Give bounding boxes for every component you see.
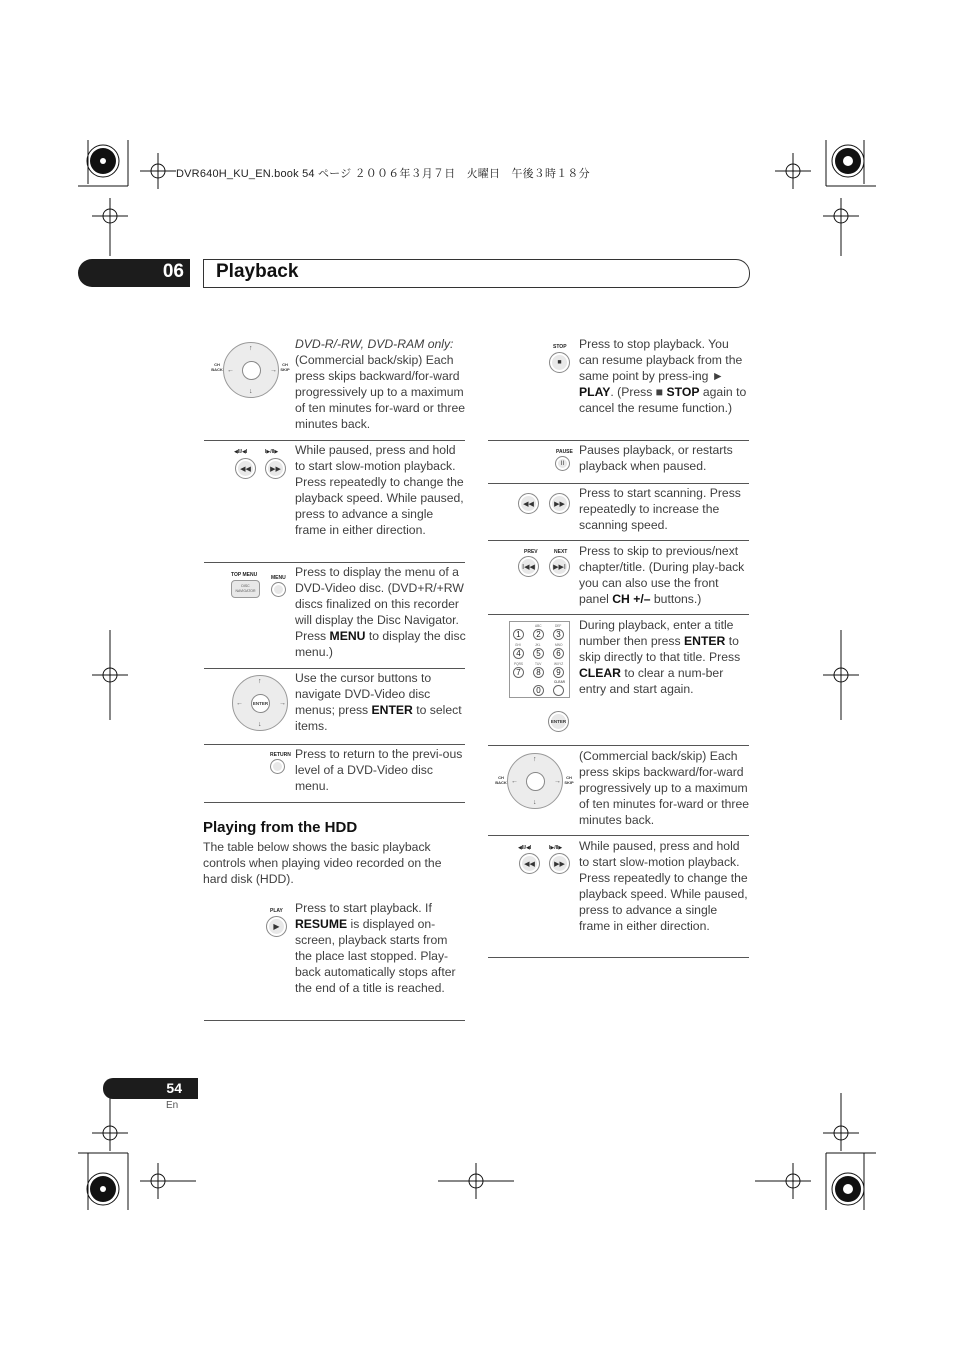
right-row-slow-motion	[488, 837, 750, 957]
clear-label: CLEAR	[554, 680, 565, 684]
scan-reverse-button[interactable]: ◀◀	[518, 493, 539, 514]
cursor-dpad-right[interactable]	[507, 753, 563, 809]
cursor-dpad[interactable]	[223, 342, 279, 398]
return-label: RETURN	[270, 752, 291, 758]
prev-button[interactable]: I◀◀	[518, 556, 539, 577]
left-row-slow-motion	[204, 441, 466, 561]
right-row-3-desc-a: Press to skip to previous/next chapter/title. (During play-back you can also use the front panel	[579, 544, 745, 606]
slow-forward-label: I▶/II▶	[265, 449, 279, 455]
right-row-5-desc: (Commercial back/skip) Each press skips backward/for-ward progressively up to a maximum of ten minutes for-ward or three minutes back.	[579, 749, 750, 827]
ch-back-label: CH BACK	[211, 362, 223, 372]
arrow-down-icon: ↓	[249, 388, 253, 395]
prev-label: PREV	[524, 549, 538, 555]
right-row-0-desc-c: . (Press ■	[610, 385, 667, 399]
dpad-center-button-right[interactable]	[526, 772, 545, 791]
scan-forward-button[interactable]: ▶▶	[549, 493, 570, 514]
key-6[interactable]: 6	[553, 648, 564, 659]
key-label-abc: ABC	[535, 624, 542, 628]
key-7[interactable]: 7	[513, 667, 524, 678]
key-8[interactable]: 8	[533, 667, 544, 678]
file-header-line: DVR640H_KU_EN.book 54 ページ ２００６年３月７日 火曜日 午後３時１８分	[176, 168, 590, 180]
left-row-1-desc: While paused, press and hold to start slow-motion playback. Press repeatedly to change the playback speed. While paused, press to advance a single frame in either direction.	[295, 443, 464, 537]
pause-button[interactable]: II	[555, 456, 570, 471]
key-label-ghi: GHI	[515, 643, 521, 647]
menu-button[interactable]	[271, 582, 286, 597]
right-row-commercial-skip	[488, 746, 750, 834]
left-row-3-desc-c: to select items.	[295, 703, 462, 733]
key-2[interactable]: 2	[533, 629, 544, 640]
disc-navigator-label: DISC NAVIGATOR	[235, 584, 256, 593]
left-row-4-desc: Press to return to the previ-ous level of a DVD-Video disc menu.	[295, 747, 463, 793]
left-row-enter	[204, 669, 466, 743]
right-row-3-desc-b: CH +/–	[612, 592, 651, 606]
right-rule-3	[488, 614, 749, 615]
key-label-mno: MNO	[555, 643, 563, 647]
key-3[interactable]: 3	[553, 629, 564, 640]
slow-reverse-label-right: ◀II/◀I	[518, 845, 532, 851]
left-row-2-desc-a: Press to display the menu of a DVD-Video disc. (DVD+R/+RW discs finalized on this recorder will display the Disc Navigator. Press	[295, 565, 464, 643]
key-label-wxyz: WXYZ	[554, 662, 564, 666]
arrow-up-icon: ↑	[249, 345, 253, 352]
dpad-center-button[interactable]	[242, 361, 261, 380]
arrow-up-icon: ↑	[533, 756, 537, 763]
left-row-3-desc-a: Use the cursor buttons to navigate DVD-Video disc menus; press	[295, 671, 432, 717]
page-number-badge	[103, 1078, 198, 1099]
arrow-down-icon: ↓	[258, 721, 262, 728]
slow-reverse-label: ◀II/◀I	[234, 449, 248, 455]
left-row-3-desc	[295, 670, 467, 734]
disc-navigator-button[interactable]	[231, 580, 260, 598]
chapter-badge	[78, 259, 190, 287]
left-row-2-desc-c: to display the disc menu.)	[295, 629, 466, 659]
key-0[interactable]: 0	[533, 685, 544, 696]
right-row-numpad	[488, 616, 750, 744]
slow-forward-button-right[interactable]: ▶▶	[549, 853, 570, 874]
key-5[interactable]: 5	[533, 648, 544, 659]
left-rule-5	[204, 1020, 465, 1021]
right-row-3-desc	[579, 543, 751, 607]
slow-reverse-button[interactable]: ◀◀	[235, 458, 256, 479]
enter-label: ENTER	[252, 701, 269, 706]
arrow-down-icon: ↓	[533, 799, 537, 806]
key-label-tuv: TUV	[535, 662, 542, 666]
ch-back-label-right: CH BACK	[495, 775, 507, 785]
enter-dpad[interactable]	[232, 675, 288, 731]
play-button[interactable]: ▶	[266, 916, 287, 937]
right-row-4-desc-c: to skip directly to that title. Press	[579, 634, 741, 664]
slow-reverse-button-right[interactable]: ◀◀	[519, 853, 540, 874]
left-rule-4	[204, 802, 465, 803]
right-row-4-desc-b: ENTER	[684, 634, 726, 648]
right-row-pause	[488, 441, 750, 483]
left-row-2-desc-b: MENU	[329, 629, 366, 643]
left-row-2-desc	[295, 564, 467, 660]
key-1[interactable]: 1	[513, 629, 524, 640]
play-row-desc-a: Press to start playback. If	[295, 901, 432, 915]
arrow-right-icon: →	[279, 700, 286, 707]
right-rule-2	[488, 540, 749, 541]
section-intro-hdd: The table below shows the basic playback controls when playing video recorded on the hard disk (HDD).	[203, 840, 442, 886]
slow-forward-label-right: I▶/II▶	[549, 845, 563, 851]
top-menu-label: TOP MENU	[231, 572, 258, 578]
section-title-hdd: Playing from the HDD	[203, 819, 358, 836]
arrow-right-icon: →	[270, 367, 277, 374]
left-row-return	[204, 745, 466, 801]
right-row-stop	[488, 335, 750, 439]
next-label: NEXT	[554, 549, 568, 555]
enter-button[interactable]	[251, 694, 270, 713]
play-row-desc	[295, 900, 467, 996]
next-button[interactable]: ▶▶I	[549, 556, 570, 577]
key-label-pqrs: PQRS	[514, 662, 524, 666]
left-row-3-desc-b: ENTER	[371, 703, 413, 717]
slow-forward-button[interactable]: ▶▶	[265, 458, 286, 479]
left-row-0-desc-italic: DVD-R/-RW, DVD-RAM only:	[295, 337, 454, 351]
right-row-4-desc-d: CLEAR	[579, 666, 621, 680]
return-button[interactable]	[270, 759, 285, 774]
ch-skip-label: CH SKIP	[280, 362, 290, 372]
arrow-left-icon: ←	[236, 700, 243, 707]
left-row-menu	[204, 563, 466, 667]
ch-skip-label-right: CH SKIP	[564, 775, 574, 785]
chapter-number: 06	[162, 261, 184, 282]
right-row-4-desc-a: During playback, enter a title number then press	[579, 618, 734, 648]
right-row-3-desc-c: buttons.)	[650, 592, 702, 606]
right-rule-6	[488, 957, 749, 958]
left-row-0-desc	[295, 336, 467, 432]
play-row-desc-b: RESUME	[295, 917, 348, 931]
right-row-prev-next	[488, 542, 750, 614]
arrow-right-icon: →	[554, 778, 561, 785]
stop-button[interactable]: ■	[549, 352, 570, 373]
right-row-6-desc: While paused, press and hold to start slow-motion playback. Press repeatedly to change the playback speed. While paused, press to advance a single frame in either direction.	[579, 839, 748, 933]
right-row-0-desc-e: again to cancel the resume function.)	[579, 385, 747, 415]
key-4[interactable]: 4	[513, 648, 524, 659]
numpad-enter-label: ENTER	[550, 719, 567, 724]
key-label-def: DEF	[555, 624, 562, 628]
play-row-desc-c: is displayed on-screen, playback starts from the place last stopped. Play-back automatically stops after the end of a title is reached.	[295, 917, 456, 995]
left-row-0-desc-text: (Commercial back/skip) Each press skips backward/for-ward progressively up to a maximum of ten minutes for-ward or three minutes back.	[295, 353, 466, 431]
left-row-play	[204, 899, 466, 1019]
right-row-0-desc	[579, 336, 751, 416]
right-row-scan	[488, 484, 750, 540]
arrow-left-icon: ←	[511, 778, 518, 785]
play-label: PLAY	[270, 908, 283, 914]
chapter-title-box	[203, 259, 750, 288]
right-row-0-desc-a: Press to stop playback. You can resume playback from the same point by press-ing ►	[579, 337, 743, 383]
key-label-jkl: JKL	[535, 643, 541, 647]
right-row-2-desc: Press to start scanning. Press repeatedly to increase the scanning speed.	[579, 486, 741, 532]
right-rule-5	[488, 835, 749, 836]
page-language: En	[166, 1100, 179, 1111]
right-row-4-desc-e: to clear a num-ber entry and start again.	[579, 666, 724, 696]
arrow-up-icon: ↑	[258, 678, 262, 685]
stop-label: STOP	[553, 344, 567, 350]
arrow-left-icon: ←	[227, 367, 234, 374]
right-row-0-desc-b: PLAY	[579, 385, 611, 399]
left-row-commercial-skip	[204, 335, 466, 439]
right-row-0-desc-d: STOP	[666, 385, 700, 399]
key-9[interactable]: 9	[553, 667, 564, 678]
chapter-title: Playback	[216, 261, 299, 282]
right-row-1-desc: Pauses playback, or restarts playback when paused.	[579, 443, 733, 473]
pause-label: PAUSE	[556, 449, 573, 455]
menu-label: MENU	[271, 575, 286, 581]
page-number: 54	[166, 1080, 182, 1096]
right-row-4-desc	[579, 617, 751, 697]
